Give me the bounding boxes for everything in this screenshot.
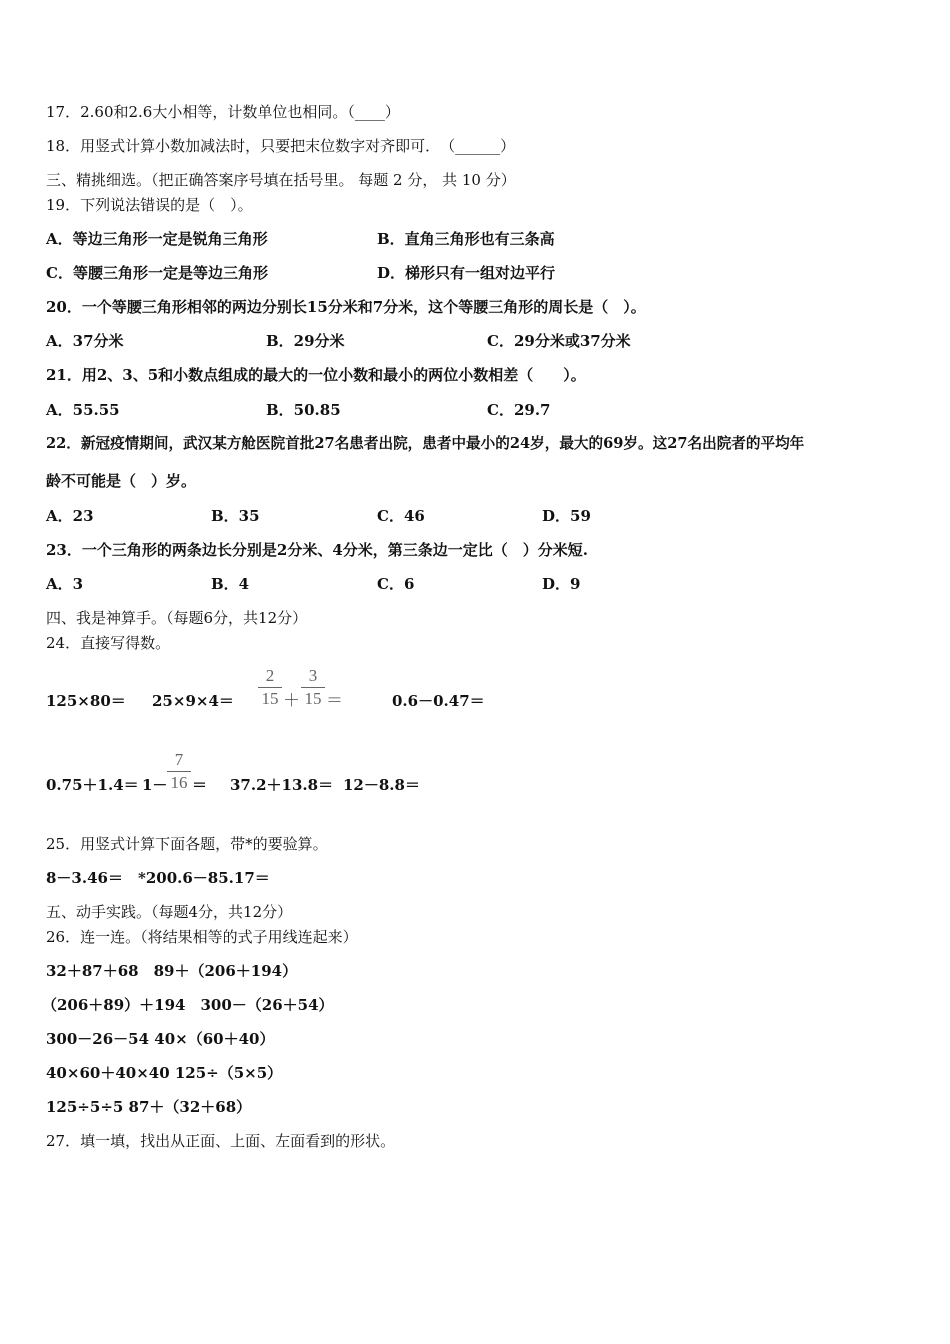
question-20-option-a: A．37分米 [46, 332, 124, 350]
section-5-heading: 五、动手实践。（每题4分，共12分） [46, 903, 293, 921]
question-23-option-b: B．4 [211, 575, 250, 593]
fraction-numerator: 3 [308, 666, 318, 685]
question-22-option-c: C．46 [377, 507, 425, 525]
question-25-expressions: 8－3.46＝ *200.6－85.17＝ [46, 869, 270, 887]
question-23-option-a: A．3 [46, 575, 84, 593]
match-row: 125÷5÷5 87＋（32＋68） [46, 1098, 252, 1116]
match-row: 32＋87＋68 89＋（206＋194） [46, 962, 298, 980]
fraction-bar [258, 687, 282, 688]
fraction-3-15 [301, 666, 325, 709]
section-3-heading: 三、精挑细选。（把正确答案序号填在括号里。 每题 2 分， 共 10 分） [46, 171, 516, 189]
fraction-bar [167, 771, 191, 772]
expr-1-minus: 1－ [142, 776, 168, 794]
expr-0-75-plus-1-4: 0.75＋1.4＝ [46, 776, 139, 794]
question-26-stem: 26．连一连。（将结果相等的式子用线连起来） [46, 928, 358, 946]
question-19-stem: 19．下列说法错误的是（ ）。 [46, 196, 253, 214]
question-21-stem: 21．用2、3、5和小数点组成的最大的一位小数和最小的两位小数相差（ ）。 [46, 366, 586, 384]
question-23-option-d: D．9 [542, 575, 581, 593]
question-22-option-a: A．23 [46, 507, 94, 525]
fraction-numerator: 2 [265, 666, 275, 685]
question-25-stem: 25．用竖式计算下面各题，带*的要验算。 [46, 835, 328, 853]
question-17: 17．2.60和2.6大小相等，计数单位也相同。（____） [46, 103, 400, 121]
fraction-bar [301, 687, 325, 688]
question-22-stem-line2: 龄不可能是（ ）岁。 [46, 472, 197, 490]
question-23-option-c: C．6 [377, 575, 415, 593]
expr-37-2-plus-13-8: 37.2＋13.8＝ [230, 776, 334, 794]
question-19-option-c: C．等腰三角形一定是等边三角形 [46, 264, 268, 282]
fraction-7-16 [167, 750, 191, 793]
question-18: 18．用竖式计算小数加减法时，只要把末位数字对齐即可． （______） [46, 137, 516, 155]
fraction-denominator: 15 [261, 689, 279, 708]
plus-sign: ＋ [283, 691, 300, 711]
section-4-heading: 四、我是神算手。（每题6分，共12分） [46, 609, 308, 627]
equals-sign: ＝ [326, 691, 343, 711]
fraction-2-15 [258, 666, 282, 709]
question-20-option-c: C．29分米或37分米 [487, 332, 631, 350]
question-27-stem: 27．填一填，找出从正面、上面、左面看到的形状。 [46, 1132, 396, 1150]
question-21-option-c: C．29.7 [487, 401, 551, 419]
expr-125x80: 125×80＝ [46, 692, 126, 710]
expr-0-6-minus-0-47: 0.6－0.47＝ [392, 692, 485, 710]
equals-sign: ＝ [192, 776, 208, 794]
question-24-stem: 24．直接写得数。 [46, 634, 171, 652]
question-20-option-b: B．29分米 [266, 332, 345, 350]
question-22-option-b: B．35 [211, 507, 260, 525]
fraction-denominator: 16 [170, 773, 188, 792]
fraction-denominator: 15 [304, 689, 322, 708]
question-21-option-b: B．50.85 [266, 401, 341, 419]
question-19-option-b: B．直角三角形也有三条高 [377, 230, 555, 248]
question-19-option-a: A．等边三角形一定是锐角三角形 [46, 230, 268, 248]
question-22-stem-line1: 22．新冠疫情期间，武汉某方舱医院首批27名患者出院，患者中最小的24岁，最大的69岁。这27名出院者的平均年 [46, 435, 805, 452]
match-row: （206＋89）＋194 300－（26＋54） [42, 996, 334, 1014]
fraction-numerator: 7 [174, 750, 184, 769]
question-23-stem: 23．一个三角形的两条边长分别是2分米、4分米，第三条边一定比（ ）分米短. [46, 541, 588, 559]
match-row: 40×60＋40×40 125÷（5×5） [46, 1064, 283, 1082]
question-20-stem: 20．一个等腰三角形相邻的两边分别长15分米和7分米，这个等腰三角形的周长是（ ）。 [46, 298, 646, 316]
match-row: 300－26－54 40×（60＋40） [46, 1030, 275, 1048]
question-19-option-d: D．梯形只有一组对边平行 [377, 264, 556, 282]
question-21-option-a: A．55.55 [46, 401, 120, 419]
question-22-option-d: D．59 [542, 507, 591, 525]
expr-12-minus-8-8: 12－8.8＝ [343, 776, 420, 794]
expr-25x9x4: 25×9×4＝ [152, 692, 234, 710]
